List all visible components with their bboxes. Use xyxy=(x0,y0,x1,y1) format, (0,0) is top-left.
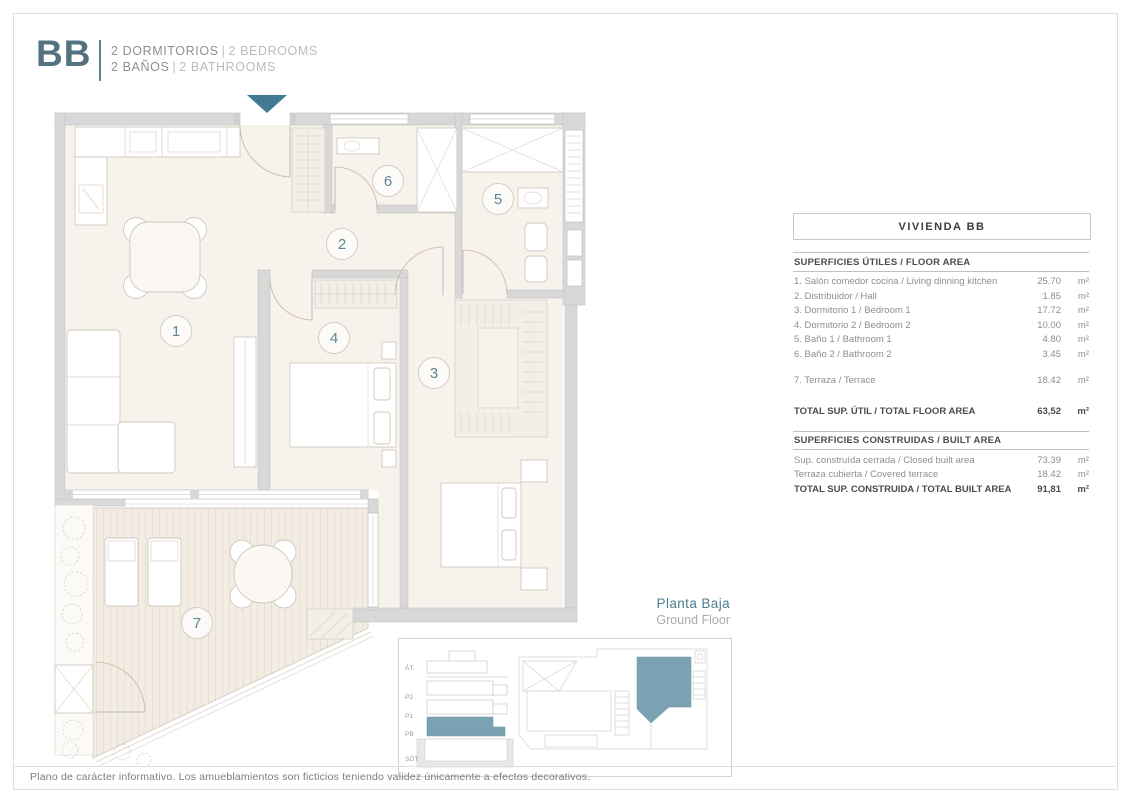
table-row-terrace xyxy=(793,374,1089,389)
row-unit: m² xyxy=(1077,305,1089,317)
spacer xyxy=(793,419,1089,431)
terrace-table xyxy=(230,540,296,608)
row-value: 1.85 xyxy=(1042,290,1061,302)
level-label-es: Planta Baja xyxy=(656,596,730,611)
total-unit: m² xyxy=(1077,483,1089,495)
row-label: 5. Baño 1 / Bathroom 1 xyxy=(794,334,892,346)
row-label: 4. Dormitorio 2 / Bedroom 2 xyxy=(794,319,911,331)
footer-strip xyxy=(13,766,1116,789)
unit-title-box xyxy=(793,213,1091,240)
row-label: Terraza cubierta / Covered terrace xyxy=(794,469,939,481)
bedrooms-es: 2 DORMITORIOS xyxy=(111,44,219,58)
bedroom1-sliding-door xyxy=(368,513,378,607)
table-row xyxy=(793,333,1089,348)
terrace-planter xyxy=(307,609,353,639)
separator: | xyxy=(172,60,177,74)
unit-title: VIVIENDA BB xyxy=(898,220,986,233)
row-value: 3.45 xyxy=(1042,348,1061,360)
logo-bb: BB xyxy=(36,33,92,74)
table-row xyxy=(793,347,1089,362)
table-row xyxy=(793,318,1089,333)
total-value: 91,81 xyxy=(1037,483,1061,495)
room-number-terrace: 7 xyxy=(181,607,213,639)
spacer xyxy=(793,388,1089,404)
total-unit: m² xyxy=(1077,405,1089,417)
section-diagram xyxy=(417,651,513,767)
key-plan-drawing xyxy=(399,639,731,776)
entry-closet xyxy=(292,128,325,212)
total-value: 63,52 xyxy=(1037,405,1061,417)
row-unit: m² xyxy=(1077,334,1089,346)
bedrooms-en: 2 BEDROOMS xyxy=(228,44,318,58)
row-unit: m² xyxy=(1077,348,1089,360)
row-value: 4.80 xyxy=(1042,334,1061,346)
table-row xyxy=(793,304,1089,319)
room-number-hall: 2 xyxy=(326,228,358,260)
table-row xyxy=(793,468,1089,483)
site-plan xyxy=(519,649,707,749)
row-value: 17.72 xyxy=(1037,305,1061,317)
row-unit: m² xyxy=(1077,375,1089,387)
header-bathrooms-line xyxy=(111,60,276,74)
level-pb: PB xyxy=(405,731,414,738)
row-value: 18.42 xyxy=(1037,469,1061,481)
row-label: 6. Baño 2 / Bathroom 2 xyxy=(794,348,892,360)
level-label xyxy=(530,596,730,628)
tv-sideboard xyxy=(234,337,256,467)
row-unit: m² xyxy=(1077,290,1089,302)
level-p1: P1 xyxy=(405,713,413,720)
room-number-living: 1 xyxy=(160,315,192,347)
bathrooms-es: 2 BAÑOS xyxy=(111,60,170,74)
row-unit: m² xyxy=(1077,454,1089,466)
right-louver-band xyxy=(565,130,583,286)
built-area-section-header: SUPERFICIES CONSTRUIDAS / BUILT AREA xyxy=(793,431,1089,451)
key-plan-box xyxy=(398,638,732,777)
floor-area-total-row xyxy=(793,404,1089,419)
dining-table xyxy=(124,218,207,299)
disclaimer-text: Plano de carácter informativo. Los amueblamientos son ficticios teniendo validez únicamente a efectos decorativos. xyxy=(30,771,591,783)
row-label: 2. Distribuidor / Hall xyxy=(794,290,877,302)
row-label: 7. Terraza / Terrace xyxy=(794,375,876,387)
table-row xyxy=(793,453,1089,468)
level-p2: P2 xyxy=(405,694,413,701)
bathrooms-en: 2 BATHROOMS xyxy=(179,60,276,74)
row-value: 25.70 xyxy=(1037,276,1061,288)
header-bedrooms-line xyxy=(111,44,318,58)
row-unit: m² xyxy=(1077,276,1089,288)
row-value: 73.39 xyxy=(1037,454,1061,466)
level-at: ÁT. xyxy=(405,665,415,672)
row-unit: m² xyxy=(1077,319,1089,331)
spacer xyxy=(793,362,1089,374)
row-value: 18.42 xyxy=(1037,375,1061,387)
table-row xyxy=(793,289,1089,304)
area-table xyxy=(793,252,1089,497)
total-label: TOTAL SUP. ÚTIL / TOTAL FLOOR AREA xyxy=(794,405,976,417)
row-label: 3. Dormitorio 1 / Bedroom 1 xyxy=(794,305,911,317)
row-unit: m² xyxy=(1077,469,1089,481)
row-value: 10.00 xyxy=(1037,319,1061,331)
entrance-arrow-icon xyxy=(247,95,287,113)
separator: | xyxy=(221,44,226,58)
level-label-en: Ground Floor xyxy=(656,613,730,627)
row-label: Sup. construída cerrada / Closed built area xyxy=(794,454,975,466)
total-label: TOTAL SUP. CONSTRUIDA / TOTAL BUILT AREA xyxy=(794,483,1012,495)
room-number-bedroom1: 3 xyxy=(418,357,450,389)
room-number-bedroom2: 4 xyxy=(318,322,350,354)
built-area-total-row xyxy=(793,482,1089,497)
room-number-bathroom2: 6 xyxy=(372,165,404,197)
logo-divider xyxy=(99,40,101,81)
row-label: 1. Salón comedor cocina / Living dinning kitchen xyxy=(794,276,998,288)
floor-area-section-header: SUPERFICIES ÚTILES / FLOOR AREA xyxy=(793,252,1089,272)
room-number-bathroom1: 5 xyxy=(482,183,514,215)
table-row xyxy=(793,275,1089,290)
section-highlight-pb xyxy=(427,717,505,736)
level-sot: SÓT xyxy=(405,756,419,763)
site-unit-highlight xyxy=(637,657,691,723)
